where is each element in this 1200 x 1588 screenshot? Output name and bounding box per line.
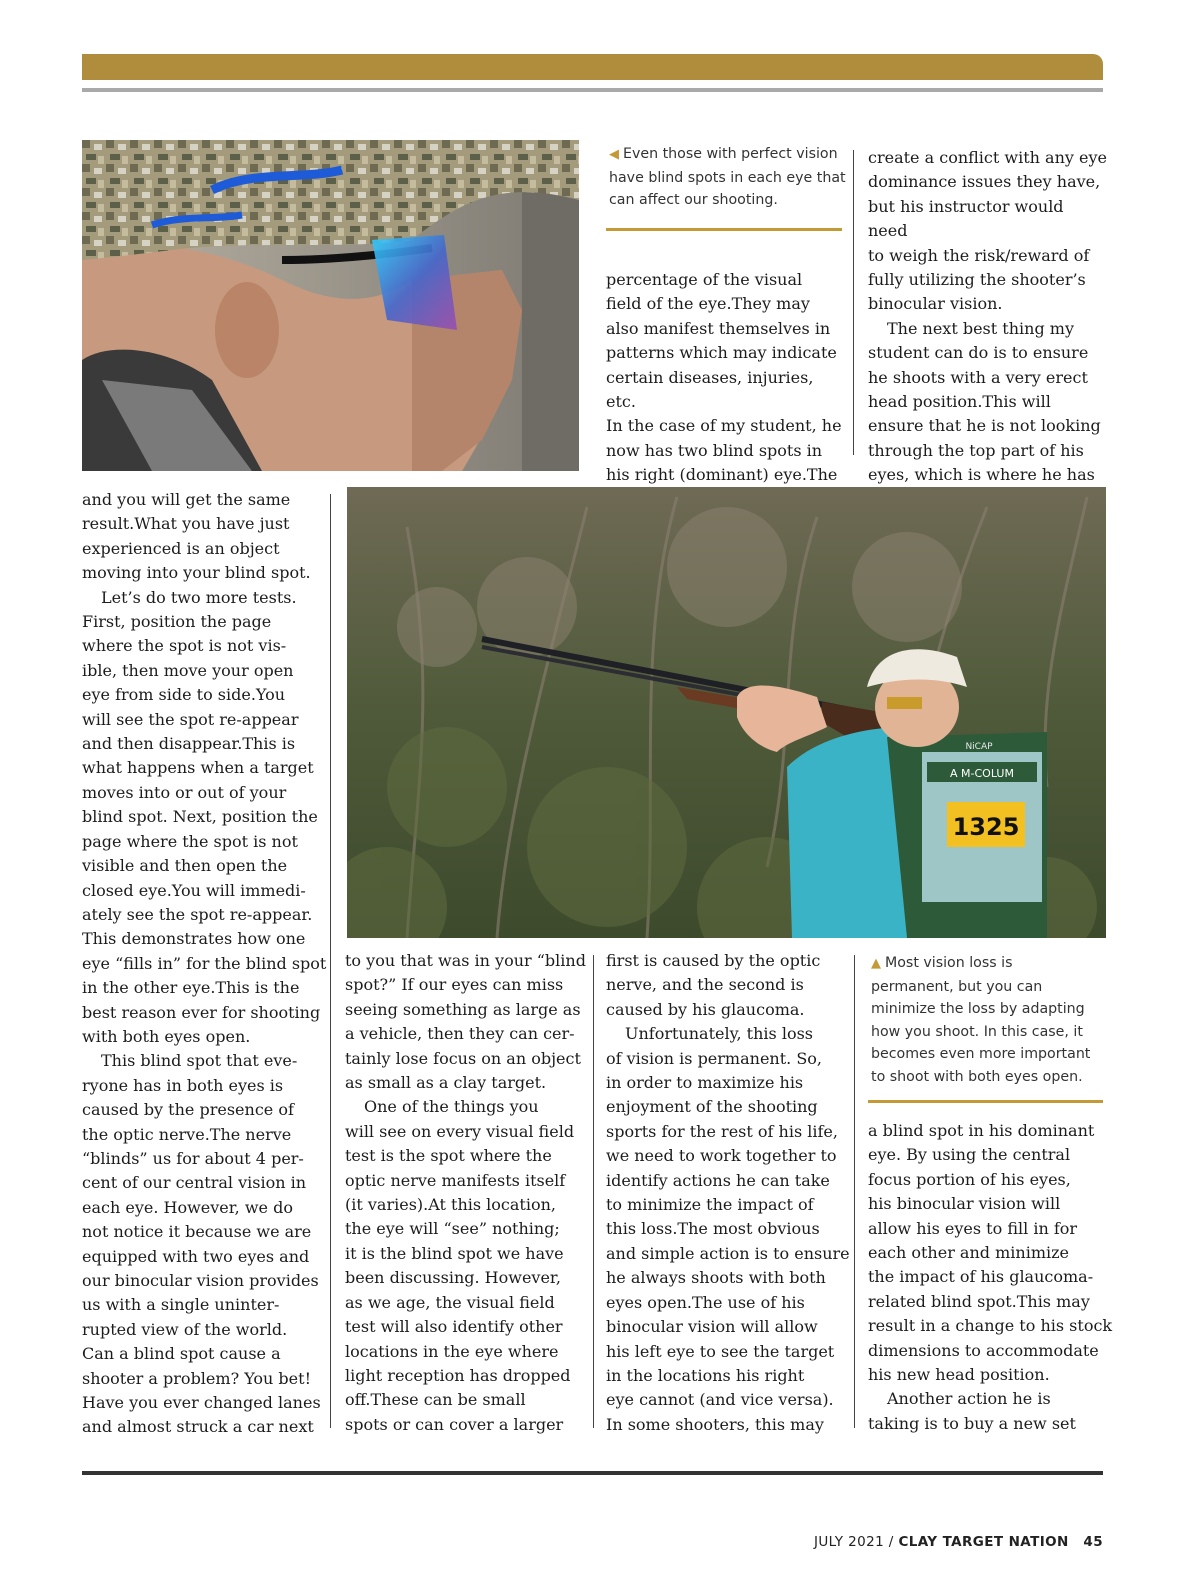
text-line: eye. By using the central	[868, 1145, 1071, 1165]
text-line: a blind spot in his dominant	[868, 1121, 1095, 1140]
text-line: dominance issues they have,	[868, 172, 1101, 192]
text-line: with both eyes open.	[82, 1026, 251, 1046]
text-line: test will also identify other	[345, 1317, 563, 1337]
text-line: tainly lose focus on an object	[345, 1048, 581, 1068]
text-line: shooter a problem? You bet!	[82, 1368, 311, 1388]
text-line: ensure that he is not looking	[868, 416, 1101, 436]
text-line: the impact of his glaucoma-	[868, 1267, 1094, 1287]
text-line: experienced is an object	[82, 538, 280, 558]
text-line: as we age, the visual field	[345, 1292, 555, 1312]
photo-shooter-aiming	[347, 487, 1106, 938]
text-line: field of the eye.They may	[606, 294, 810, 314]
text-line: percentage of the visual	[606, 270, 803, 289]
caption-bottom	[871, 952, 1099, 1088]
text-line: we need to work together to	[606, 1146, 837, 1166]
text-line: patterns which may indicate	[606, 343, 837, 363]
caption-top-text: Even those with perfect vision have blind spots in each eye that can affect our shooting.	[609, 146, 846, 208]
text-line: now has two blind spots in	[606, 440, 823, 460]
text-line: nerve, and the second is	[606, 975, 804, 995]
text-line: and almost struck a car next	[82, 1417, 314, 1437]
text-line: of vision is permanent. So,	[606, 1048, 822, 1068]
text-line: page where the spot is not	[82, 831, 298, 851]
column-divider-2	[593, 955, 594, 1428]
text-line: sports for the rest of his life,	[606, 1121, 838, 1141]
text-line: caused by his glaucoma.	[606, 999, 805, 1019]
bib-number-text: 1325	[952, 813, 1020, 841]
column-divider-1	[330, 494, 331, 1428]
text-line: a vehicle, then they can cer-	[345, 1024, 575, 1044]
text-line: moves into or out of your	[82, 782, 287, 802]
text-line: identify actions he can take	[606, 1170, 830, 1190]
photo-closeup-illustration	[82, 140, 579, 471]
text-line: locations in the eye where	[345, 1341, 559, 1361]
column-divider-3	[854, 955, 855, 1428]
text-line: he always shoots with both	[606, 1268, 826, 1288]
text-line: In the case of my student, he	[606, 416, 842, 436]
text-line: Have you ever changed lanes	[82, 1393, 321, 1413]
text-line: binocular vision will allow	[606, 1317, 818, 1337]
text-line: This blind spot that eve-	[101, 1051, 298, 1071]
text-line: in the other eye.This is the	[82, 978, 300, 998]
footer-rule	[82, 1471, 1103, 1475]
column-1	[82, 488, 332, 1440]
text-line: ible, then move your open	[82, 660, 294, 680]
caption-top-rule	[606, 228, 842, 231]
text-line: ately see the spot re-appear.	[82, 904, 313, 924]
text-line: Can a blind spot cause a	[82, 1344, 281, 1364]
text-line: closed eye.You will immedi-	[82, 880, 306, 900]
text-line: and then disappear.This is	[82, 734, 296, 754]
text-line: eyes, which is where he has	[868, 465, 1095, 485]
text-line: equipped with two eyes and	[82, 1246, 310, 1266]
text-line: and you will get the same	[82, 490, 291, 509]
text-line: off.These can be small	[345, 1390, 526, 1410]
vest-brand-text: NiCAP	[965, 742, 993, 752]
text-line: will see on every visual field	[345, 1121, 575, 1141]
text-line: focus portion of his eyes,	[868, 1169, 1071, 1189]
caption-bottom-rule	[868, 1100, 1103, 1103]
text-line: what happens when a target	[82, 758, 314, 778]
text-line: test is the spot where the	[345, 1146, 552, 1166]
text-line: in order to maximize his	[606, 1073, 804, 1093]
text-line: fully utilizing the shooter’s	[868, 270, 1086, 290]
text-line: his left eye to see the target	[606, 1341, 835, 1361]
text-line: through the top part of his	[868, 440, 1084, 460]
header-gold-bar	[82, 54, 1103, 80]
text-line: been discussing. However,	[345, 1268, 561, 1288]
text-line: also manifest themselves in	[606, 318, 831, 338]
text-line: in the locations his right	[606, 1365, 805, 1385]
text-line: us with a single uninter-	[82, 1295, 280, 1315]
text-line: the optic nerve.The nerve	[82, 1124, 292, 1144]
text-line: his new head position.	[868, 1365, 1050, 1385]
column-3	[606, 949, 851, 1437]
text-line: to weigh the risk/reward of	[868, 245, 1090, 265]
text-line: First, position the page	[82, 612, 272, 632]
text-line: (it varies).At this location,	[345, 1195, 556, 1215]
footer-magazine: CLAY TARGET NATION	[898, 1534, 1069, 1550]
top-column-3	[868, 146, 1108, 488]
text-line: to you that was in your “blind	[345, 951, 586, 970]
caption-top	[609, 143, 849, 212]
text-line: spots or can cover a larger	[345, 1414, 564, 1434]
text-line: certain diseases, injuries, etc.	[606, 367, 814, 412]
text-line: One of the things you	[364, 1097, 539, 1117]
text-line: eye cannot (and vice versa).	[606, 1390, 834, 1410]
text-line: this loss.The most obvious	[606, 1219, 820, 1239]
text-line: and simple action is to ensure	[606, 1243, 850, 1263]
header-gray-rule	[82, 88, 1103, 92]
text-line: as small as a clay target.	[345, 1073, 547, 1093]
text-line: cent of our central vision in	[82, 1173, 307, 1193]
text-line: it is the blind spot we have	[345, 1243, 564, 1263]
column-divider-top	[853, 150, 854, 455]
caption-left-arrow-icon: ◀	[609, 147, 619, 162]
caption-up-arrow-icon: ▲	[871, 956, 881, 971]
text-line: not notice it because we are	[82, 1222, 312, 1242]
text-line: the eye will “see” nothing;	[345, 1219, 560, 1239]
caption-bottom-text: Most vision loss is permanent, but you can minimize the loss by adapting how you shoot. In this case, it becomes even more important to shoot with both eyes open.	[871, 955, 1091, 1085]
text-line: light reception has dropped	[345, 1365, 571, 1385]
text-line: Unfortunately, this loss	[625, 1024, 813, 1044]
text-line: where the spot is not vis-	[82, 636, 287, 656]
text-line: Another action he is	[887, 1389, 1051, 1409]
text-line: ryone has in both eyes is	[82, 1075, 284, 1095]
text-line: enjoyment of the shooting	[606, 1097, 818, 1117]
text-line: student can do is to ensure	[868, 343, 1089, 363]
text-line: but his instructor would need	[868, 196, 1064, 241]
text-line: eye from side to side.You	[82, 685, 286, 705]
text-line: eyes open.The use of his	[606, 1292, 805, 1312]
text-line: spot?” If our eyes can miss	[345, 975, 564, 995]
column-2	[345, 949, 590, 1437]
text-line: he shoots with a very erect	[868, 367, 1088, 387]
text-line: caused by the presence of	[82, 1100, 294, 1120]
text-line: will see the spot re-appear	[82, 709, 299, 729]
text-line: seeing something as large as	[345, 999, 581, 1019]
text-line: moving into your blind spot.	[82, 563, 311, 583]
text-line: his right (dominant) eye.The	[606, 465, 838, 485]
text-line: Let’s do two more tests.	[101, 587, 297, 607]
page-number: 45	[1083, 1534, 1103, 1550]
text-line: create a conflict with any eye	[868, 148, 1107, 167]
page-footer	[814, 1534, 1103, 1550]
photo-shooter-closeup	[82, 140, 579, 471]
text-line: each other and minimize	[868, 1243, 1069, 1263]
text-line: This demonstrates how one	[82, 929, 306, 949]
text-line: The next best thing my	[887, 318, 1074, 338]
vest-name-text: A M‑COLUM	[950, 767, 1014, 780]
top-column-2	[606, 268, 846, 488]
text-line: our binocular vision provides	[82, 1271, 319, 1290]
text-line: dimensions to accommodate	[868, 1340, 1099, 1360]
text-line: In some shooters, this may	[606, 1414, 824, 1434]
text-line: binocular vision.	[868, 294, 1003, 314]
text-line: his binocular vision will	[868, 1194, 1061, 1214]
text-line: allow his eyes to fill in for	[868, 1218, 1078, 1238]
footer-separator: /	[888, 1534, 894, 1550]
text-line: visible and then open the	[82, 856, 288, 876]
text-line: blind spot. Next, position the	[82, 807, 318, 827]
text-line: best reason ever for shooting	[82, 1002, 321, 1022]
text-line: head position.This will	[868, 392, 1051, 412]
text-line: taking is to buy a new set	[868, 1413, 1076, 1433]
text-line: first is caused by the optic	[606, 951, 821, 970]
text-line: optic nerve manifests itself	[345, 1170, 566, 1190]
text-line: to minimize the impact of	[606, 1195, 814, 1215]
column-4	[868, 1119, 1113, 1436]
photo-aiming-illustration	[347, 487, 1106, 938]
text-line: rupted view of the world.	[82, 1319, 288, 1339]
text-line: each eye. However, we do	[82, 1197, 293, 1217]
text-line: related blind spot.This may	[868, 1291, 1090, 1311]
text-line: result.What you have just	[82, 514, 290, 534]
footer-date: JULY 2021	[813, 1534, 885, 1550]
text-line: eye “fills in” for the blind spot	[82, 953, 327, 973]
text-line: “blinds” us for about 4 per-	[82, 1148, 304, 1168]
text-line: result in a change to his stock	[868, 1316, 1113, 1336]
